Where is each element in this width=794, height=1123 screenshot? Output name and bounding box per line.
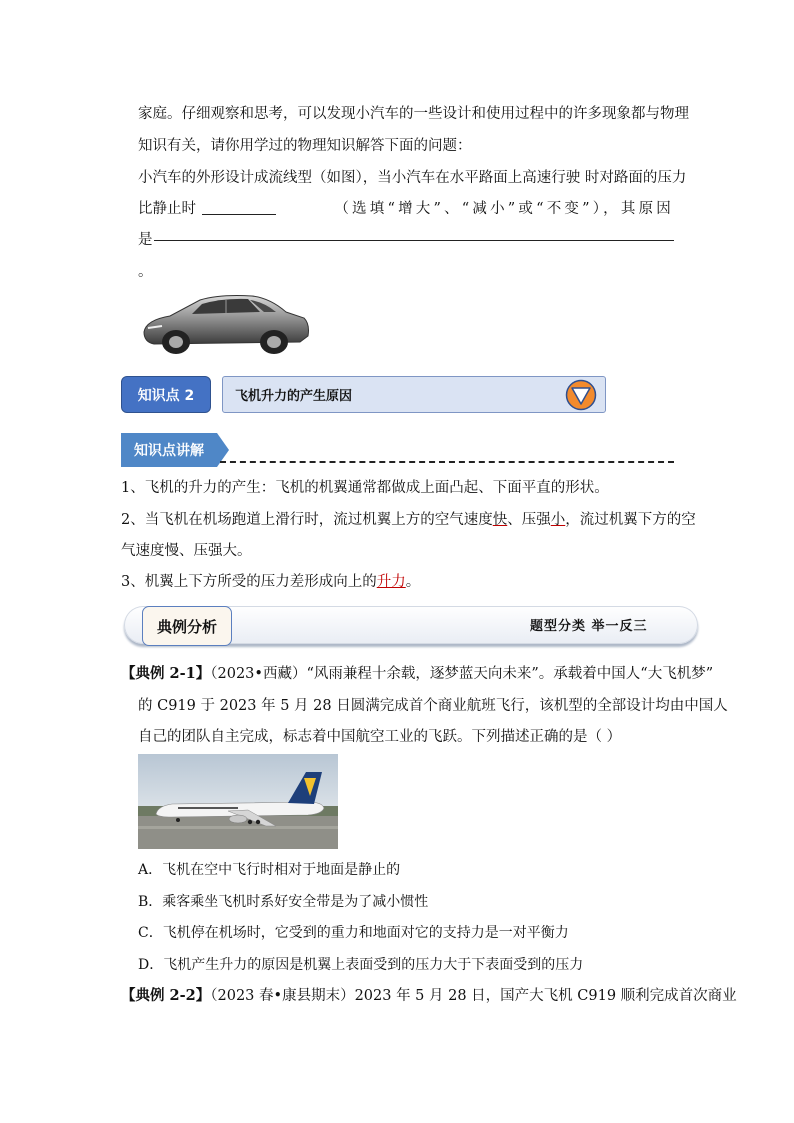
intro-line-4 — [138, 199, 674, 219]
intro-line-6: 。 — [138, 264, 153, 280]
option-b[interactable]: B．乘客乘坐飞机时系好安全带是为了减小惯性 — [138, 894, 429, 910]
explain-item-3 — [121, 572, 681, 592]
answer-blank-long[interactable] — [154, 240, 674, 241]
knowledge-point-badge: 知识点 2 — [121, 376, 211, 413]
keyword-small: 小 — [550, 512, 566, 528]
car-image — [140, 290, 312, 360]
explain-item-2-part-b: 、压强 — [507, 512, 551, 528]
intro-line-4-start: 比静止时 — [138, 201, 196, 217]
example-1-line-2: 的 C919 于 2023 年 5 月 28 日圆满完成首个商业航班飞行，该机型的全部设计均由中国人 — [138, 698, 728, 714]
intro-line-3: 小汽车的外形设计成流线型（如图），当小汽车在水平路面上高速行驶 时对路面的压力 — [138, 170, 687, 186]
intro-line-4-end: （选填“增大”、“减小”或“不变”），其原因 — [334, 201, 674, 217]
knowledge-point-title — [222, 376, 606, 413]
explain-item-2-part-a: 2、当飞机在机场跑道上滑行时，流过机翼上方的空气速度 — [121, 512, 493, 528]
example-1-line-1-text: （2023•西藏）“风雨兼程十余载，逐梦蓝天向未来”。承载着中国人“大飞机梦” — [210, 666, 714, 682]
example-2-line-1-text: （2023 春•康县期末）2023 年 5 月 28 日，国产大飞机 C919 顺利完成首次商业 — [210, 988, 737, 1004]
collapse-triangle-icon[interactable] — [565, 379, 597, 411]
keyword-fast: 快 — [492, 512, 508, 528]
explain-banner-label: 知识点讲解 — [134, 443, 204, 459]
example-2-tag: 【典例 2-2】 — [121, 987, 211, 1004]
intro-line-2: 知识有关，请你用学过的物理知识解答下面的问题： — [138, 138, 472, 154]
intro-line-1: 家庭。仔细观察和思考，可以发现小汽车的一些设计和使用过程中的许多现象都与物理 — [138, 106, 689, 122]
dashed-divider — [220, 461, 674, 463]
option-c[interactable]: C．飞机停在机场时，它受到的重力和地面对它的支持力是一对平衡力 — [138, 925, 569, 941]
example-1-tag: 【典例 2-1】 — [121, 665, 211, 682]
explain-item-2-line-2: 气速度慢、压强大。 — [121, 543, 252, 559]
answer-blank-short[interactable] — [202, 200, 276, 215]
explain-item-2-part-c: ，流过机翼下方的空 — [565, 512, 696, 528]
option-d[interactable]: D．飞机产生升力的原因是机翼上表面受到的压力大于下表面受到的压力 — [138, 957, 584, 973]
intro-line-5: 是 — [138, 232, 153, 248]
knowledge-point-title-text: 飞机升力的产生原因 — [235, 389, 353, 404]
explain-item-3-part-b: 。 — [405, 574, 421, 590]
example-section-subtitle: 题型分类 举一反三 — [530, 619, 648, 634]
explain-item-1: 1、飞机的升力的产生：飞机的机翼通常都做成上面凸起、下面平直的形状。 — [121, 480, 609, 496]
example-2-line-1 — [121, 986, 737, 1006]
keyword-lift: 升力 — [376, 574, 406, 590]
airplane-image — [138, 754, 338, 849]
explain-item-2 — [121, 510, 696, 530]
explain-item-3-part-a: 3、机翼上下方所受的压力差形成向上的 — [121, 574, 377, 590]
example-section-label: 典例分析 — [142, 606, 232, 646]
example-1-line-1 — [121, 664, 713, 684]
option-a[interactable]: A．飞机在空中飞行时相对于地面是静止的 — [138, 862, 401, 878]
example-1-line-3: 自己的团队自主完成，标志着中国航空工业的飞跃。下列描述正确的是（ ） — [138, 729, 622, 745]
